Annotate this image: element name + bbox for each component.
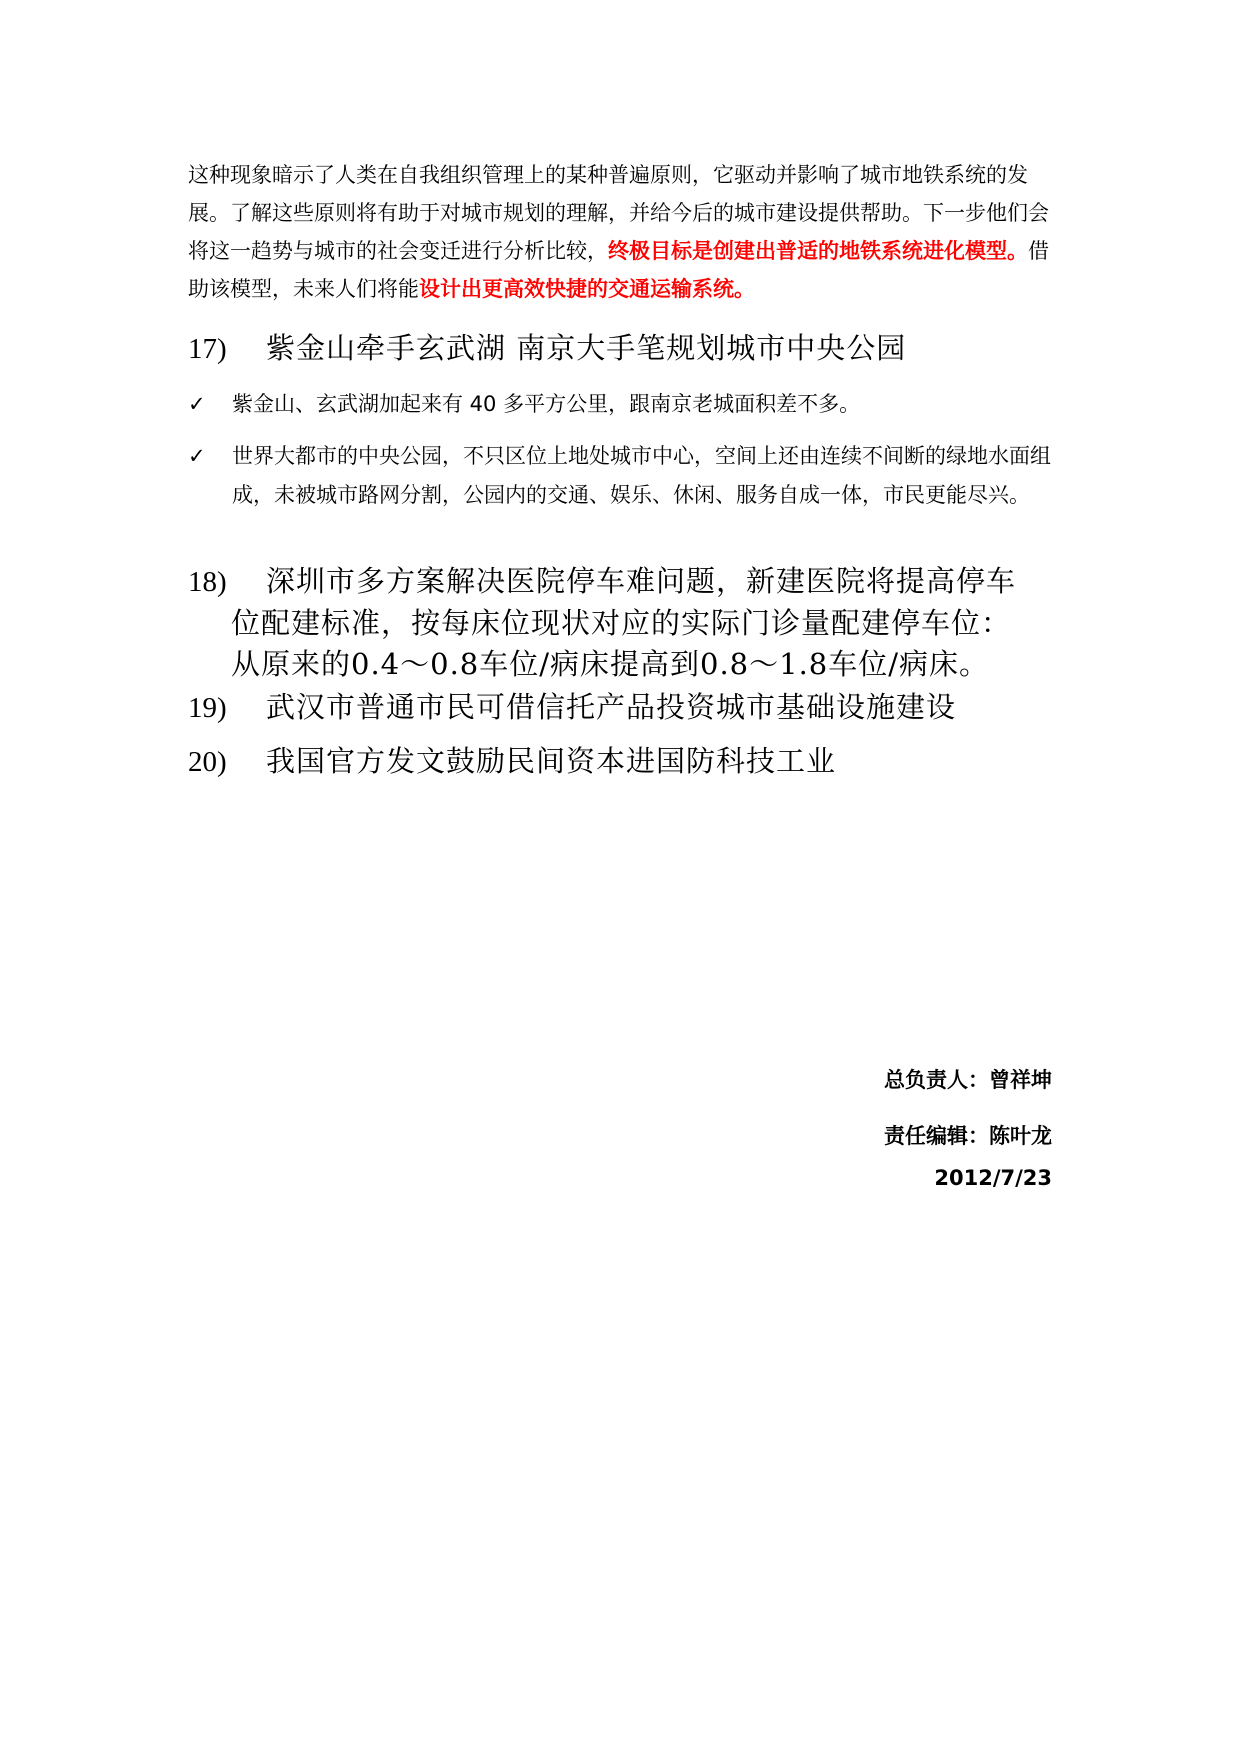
item-20-heading xyxy=(188,741,1068,783)
item-number: 17) xyxy=(188,333,227,365)
bullet-item xyxy=(188,437,1068,515)
item-title: 紫金山牵手玄武湖 南京大手笔规划城市中央公园 xyxy=(266,331,907,365)
item-title-line-2: 位配建标准，按每床位现状对应的实际门诊量配建停车位： xyxy=(231,606,1012,640)
intro-paragraph xyxy=(188,156,1068,308)
item-19-heading xyxy=(188,687,1068,729)
paragraph-highlight-1: 终极目标是创建出普适的地铁系统进化模型。 xyxy=(608,239,1028,263)
paragraph-text-2: 借助该模型，未来人们将能 xyxy=(188,239,1049,301)
paragraph-highlight-2: 设计出更高效快捷的交通运输系统。 xyxy=(419,277,755,301)
responsible-editor: 责任编辑：陈叶龙 xyxy=(884,1124,1052,1148)
item-title: 我国官方发文鼓励民间资本进国防科技工业 xyxy=(266,744,837,778)
item-title-line-1: 深圳市多方案解决医院停车难问题，新建医院将提高停车 xyxy=(266,564,1017,598)
item-17-heading xyxy=(188,328,1068,370)
checkmark-icon: ✓ xyxy=(188,392,206,416)
chief-responsible: 总负责人：曾祥坤 xyxy=(884,1068,1052,1092)
item-18-heading xyxy=(188,561,1068,685)
bullet-text: 世界大都市的中央公园，不只区位上地处城市中心，空间上还由连续不间断的绿地水面组成，未被城市路网分割，公园内的交通、娱乐、休闲、服务自成一体，市民更能尽兴。 xyxy=(232,444,1051,507)
bullet-text: 紫金山、玄武湖加起来有 40 多平方公里，跟南京老城面积差不多。 xyxy=(232,392,861,416)
bullet-item xyxy=(188,385,1068,424)
item-number: 19) xyxy=(188,692,227,724)
paragraph-text-1: 这种现象暗示了人类在自我组织管理上的某种普遍原则，它驱动并影响了城市地铁系统的发展。了解这些原则将有助于对城市规划的理解，并给今后的城市建设提供帮助。下一步他们会将这一趋势与城市的社会变迁进行分析比较， xyxy=(188,163,1049,263)
item-title-line-3: 从原来的0.4～0.8车位/病床提高到0.8～1.8车位/病床。 xyxy=(231,647,990,681)
document-date: 2012/7/23 xyxy=(934,1166,1052,1190)
item-title: 武汉市普通市民可借信托产品投资城市基础设施建设 xyxy=(266,690,957,724)
checkmark-icon: ✓ xyxy=(188,444,206,468)
item-number: 18) xyxy=(188,566,227,598)
item-number: 20) xyxy=(188,746,227,778)
